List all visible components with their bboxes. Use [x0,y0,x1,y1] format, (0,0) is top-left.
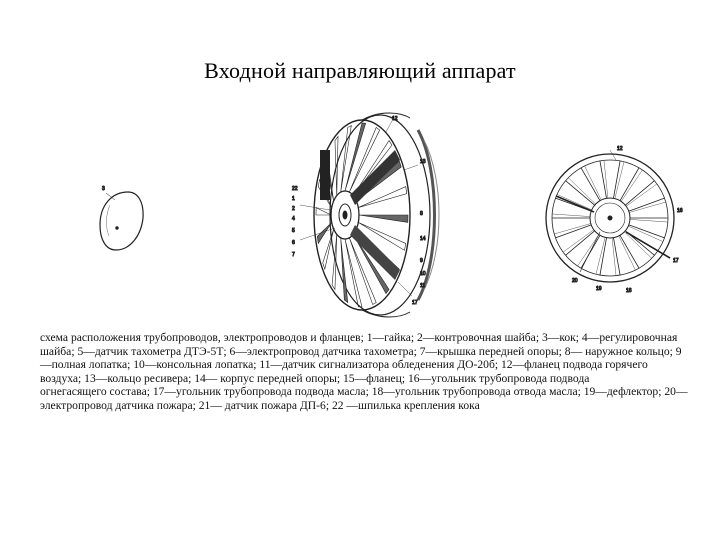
vane [323,229,334,269]
spoke-edge [628,226,663,241]
spoke-edge [630,219,668,222]
assembly-label: 13 [420,159,426,165]
spoke-edge [552,214,590,217]
vane [317,222,331,243]
assembly-label: 8 [420,211,423,217]
spoke-edge [629,202,666,212]
spoke [600,161,607,198]
assembly-label: 7 [292,252,295,258]
cone-label: 3 [102,186,105,192]
assembly-label: 2 [292,206,295,212]
front-view-label: 16 [677,208,683,214]
spoke-edge [619,236,636,270]
nose-cone-illustration [100,186,143,250]
front-view-label: 12 [617,146,623,152]
assembly-label: 17 [412,300,418,306]
front-view-label: 18 [626,288,632,294]
figure-caption [40,331,690,413]
assembly-label: 14 [420,236,426,242]
caption-line: схема расположения трубопроводов, электропроводов и фланцев; 1—гайка; 2—контровочная шайба; 3—кок; 4—регулировочная шайба; 5—датчик тахометра ДТЭ-5Т; 6—электропровод датчика тахометра; 7—крышка передней опоры; 8— наружное кольцо; 9—полная лопатка; 10—консольная лопатка; 11—датчик сигнализатора обледенения ДО-20б; 12—фланец подвода горячего воздуха; 13—кольцо ресивера; 14— корпус передней опоры; 15—фланец; 16—угольник трубопровода подвода [40,331,682,385]
spoke-edge [612,238,616,276]
spoke-edge [585,166,602,200]
assembly-label: 4 [292,216,295,222]
front-view-label: 17 [673,258,679,264]
spoke-edge [615,162,624,199]
assembly-label: 10 [420,271,426,277]
slide-title: Входной направляющий аппарат [204,58,516,83]
assembly-label: 6 [292,240,295,246]
assembly-label: 9 [420,258,423,264]
assembly-label: 12 [392,116,398,122]
spoke [600,238,607,275]
guide-vane-assembly-illustration [292,113,439,317]
front-view-label: 19 [596,286,602,292]
vane [359,215,408,222]
spoke [613,238,620,275]
spoke-edge [554,224,591,234]
caption-line: огнегасящего состава; 17—угольник трубопровода подвода масла; 18—угольник трубопровода отвода масла; 19—дефлектор; 20—электропровод датчика пожара; 21— датчик пожара ДП-6; 22 —шпилька крепления кока [40,385,688,412]
assembly-label: 11 [420,283,426,289]
front-view-label: 20 [572,278,578,284]
spoke-edge [557,194,592,209]
spoke-edge [604,160,608,198]
assembly-label: 22 [292,186,298,192]
front-view-illustration [546,146,683,294]
spoke-edge [568,178,595,204]
vane [341,126,352,193]
vane [332,234,337,289]
spoke [555,225,591,238]
assembly-label: 5 [292,228,295,234]
spoke [613,161,620,198]
assembly-label: 1 [292,196,295,202]
spoke-edge [596,237,605,274]
spoke [629,198,665,211]
